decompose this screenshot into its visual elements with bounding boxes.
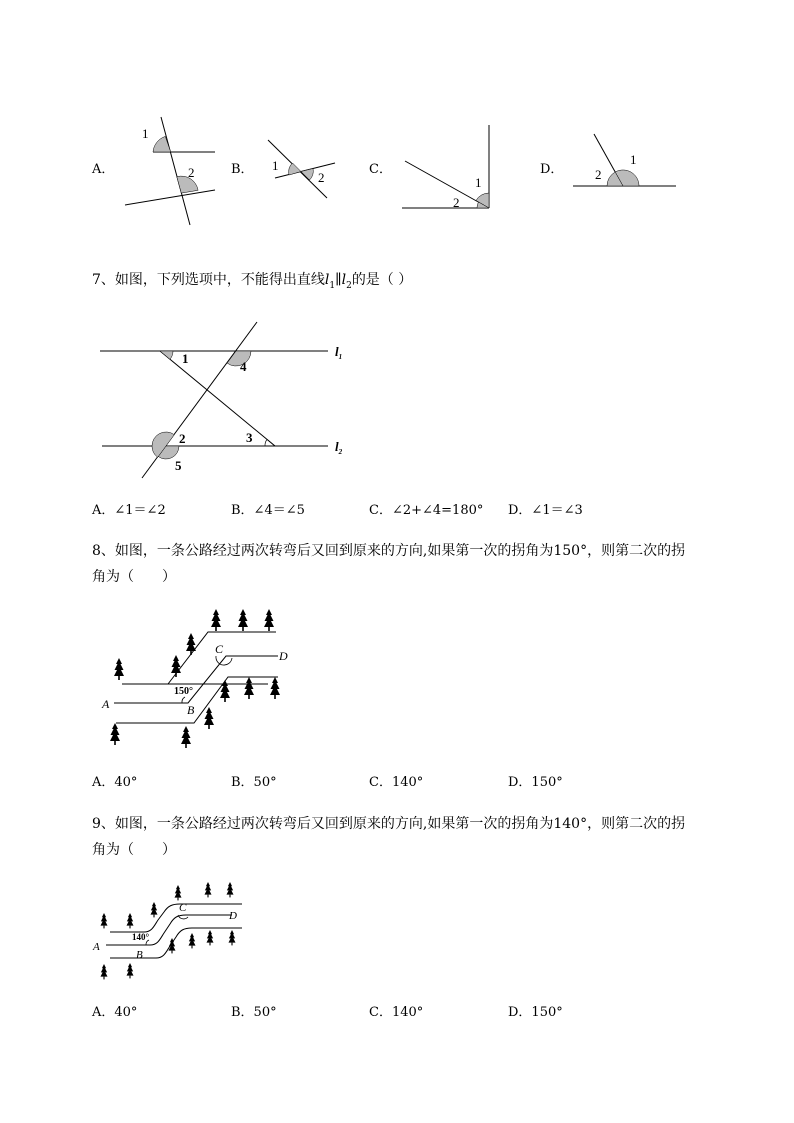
q6-option-c-letter: C．	[369, 162, 392, 177]
q7-label-5: 5	[175, 458, 182, 473]
q7-stem-l2-sub: 2	[346, 280, 352, 291]
q7-option-c: C．∠2+∠4=180°	[369, 503, 484, 518]
q9-label-d: D	[229, 910, 237, 922]
q9-label-a: A	[93, 941, 100, 953]
q8-option-d: D．150°	[508, 775, 563, 790]
q9-stem-line-2: 角为（ ）	[92, 842, 176, 858]
q6-option-a-letter: A．	[92, 162, 115, 177]
q7-stem-suffix: 的是（ ）	[351, 272, 413, 288]
q8-label-a: A	[102, 697, 110, 711]
q8-figure	[98, 605, 298, 755]
q6c-label-2: 2	[453, 195, 460, 210]
q7-label-1: 1	[182, 351, 189, 366]
q6a-transversal	[161, 117, 190, 225]
q6b-label-2: 2	[318, 170, 325, 185]
q7-stem-l1: l	[324, 272, 330, 288]
q7-stem-parallel: ∥	[335, 272, 342, 288]
q9-figure	[92, 880, 252, 985]
q9-label-b: B	[136, 949, 143, 961]
q8-tree-icons	[110, 609, 280, 748]
q7-label-4: 4	[240, 359, 247, 374]
q8-road-top-edge	[168, 632, 276, 684]
q6c-label-1: 1	[475, 175, 482, 190]
q8-road-centerline	[114, 656, 278, 703]
q7-option-a: A．∠1＝∠2	[92, 503, 166, 518]
q7-stem-l2: l	[341, 272, 347, 288]
q8-stem-line-2: 角为（ ）	[92, 569, 176, 585]
q7-figure	[95, 318, 360, 483]
q8-angle-b-arc	[182, 697, 185, 703]
q7-angle-1-arc	[160, 351, 173, 359]
q8-label-d: D	[279, 649, 288, 663]
q7-label-l1: $l_1$	[335, 344, 343, 361]
q6a-label-2: 2	[188, 165, 195, 180]
q8-label-c: C	[215, 642, 224, 656]
q8-option-c: C．140°	[369, 775, 424, 790]
q6-option-d-letter: D．	[540, 162, 564, 177]
q8-option-b: B．50°	[231, 775, 277, 790]
q6b-label-1: 1	[272, 158, 279, 173]
q9-stem-line-1: 9、如图，一条公路经过两次转弯后又回到原来的方向,如果第一次的拐角为140°，则第二次的拐	[92, 816, 686, 832]
q6a-line-bottom	[125, 190, 215, 205]
q7-stem-prefix: 7、如图，下列选项中，不能得出直线	[92, 272, 325, 288]
q6a-label-1: 1	[142, 126, 149, 141]
q9-label-c: C	[179, 902, 187, 914]
q9-option-c: C．140°	[369, 1005, 424, 1020]
q7-stem	[92, 271, 412, 295]
q9-option-d: D．150°	[508, 1005, 563, 1020]
q8-label-b: B	[187, 703, 195, 717]
q7-option-b: B．∠4＝∠5	[231, 503, 305, 518]
q6d-label-1: 1	[630, 152, 637, 167]
q6-figure-d	[568, 128, 683, 193]
q6d-label-2: 2	[595, 167, 602, 182]
q9-label-angle: 140°	[132, 932, 150, 942]
q7-label-l2: $l_2$	[335, 439, 343, 456]
q6-figure-b	[255, 130, 345, 210]
q9-tree-icons	[101, 882, 236, 979]
q8-label-angle: 150°	[174, 686, 193, 697]
q7-label-2: 2	[179, 431, 186, 446]
q7-option-d: D．∠1＝∠3	[508, 503, 583, 518]
q6a-angle-1-arc	[153, 136, 171, 152]
q6b-angle-1-arc	[289, 163, 301, 175]
q8-angle-c-arc	[216, 656, 232, 665]
q8-option-a: A．40°	[92, 775, 138, 790]
q9-option-b: B．50°	[231, 1005, 277, 1020]
q6-figure-a	[115, 115, 220, 230]
q7-angle-3-arc	[265, 439, 275, 446]
q7-transversal-2	[160, 351, 275, 446]
q7-stem-l1-sub: 1	[329, 280, 336, 291]
q6-option-b-letter: B．	[231, 162, 254, 177]
q7-label-3: 3	[246, 430, 253, 445]
q6-figure-c	[398, 120, 498, 215]
q9-road-centerline	[106, 915, 232, 945]
q9-option-a: A．40°	[92, 1005, 138, 1020]
q8-stem-line-1: 8、如图，一条公路经过两次转弯后又回到原来的方向,如果第一次的拐角为150°，则第二次的拐	[92, 543, 686, 559]
